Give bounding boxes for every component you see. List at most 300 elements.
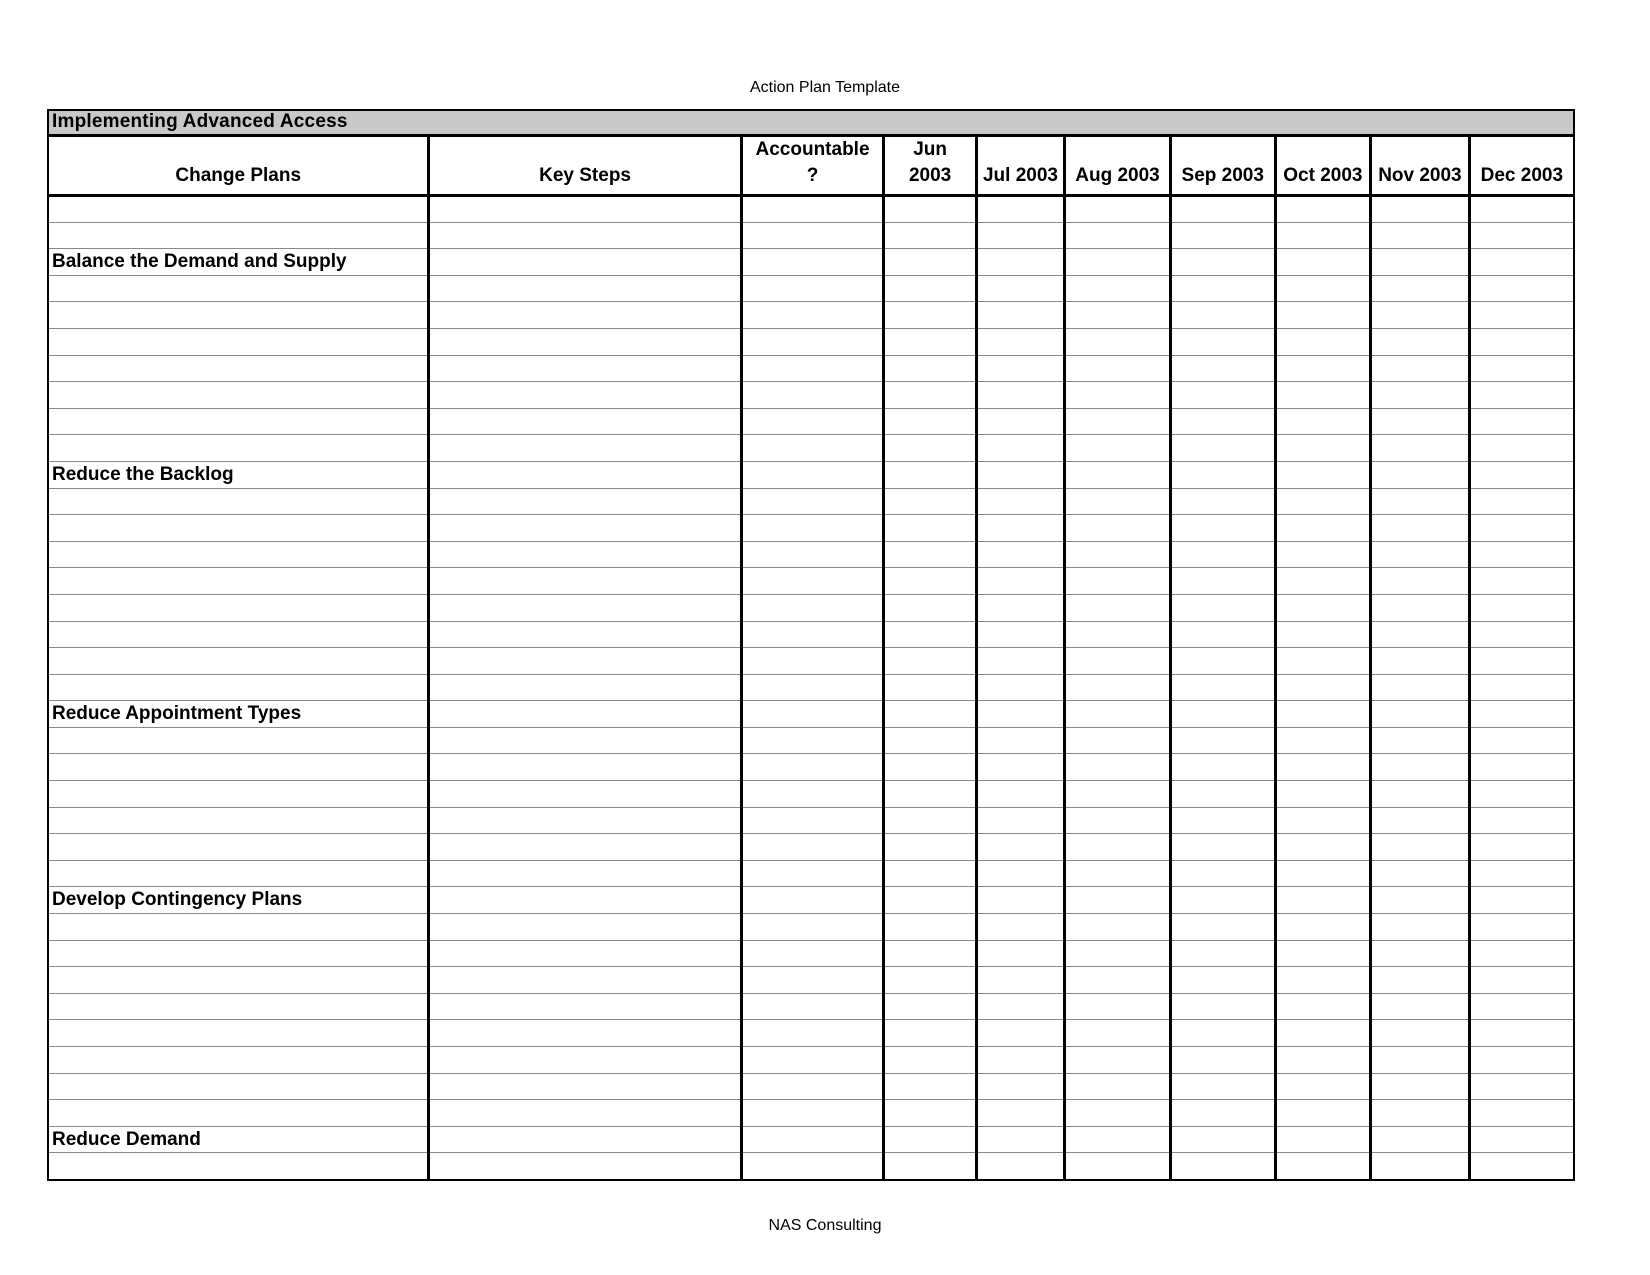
table-cell[interactable] [1170, 674, 1275, 701]
table-cell[interactable] [1469, 940, 1573, 967]
table-cell[interactable] [1065, 754, 1171, 781]
change-plan-cell[interactable] [49, 967, 429, 994]
table-cell[interactable] [976, 781, 1064, 808]
table-cell[interactable] [1275, 302, 1371, 329]
table-cell[interactable] [429, 621, 741, 648]
table-cell[interactable] [1371, 435, 1470, 462]
change-plan-cell[interactable] [49, 196, 429, 223]
table-cell[interactable] [1275, 1153, 1371, 1180]
table-cell[interactable] [741, 382, 884, 409]
table-cell[interactable] [884, 328, 976, 355]
table-cell[interactable] [1065, 860, 1171, 887]
table-cell[interactable] [1170, 355, 1275, 382]
table-cell[interactable] [976, 488, 1064, 515]
table-cell[interactable] [1469, 515, 1573, 542]
table-cell[interactable] [741, 807, 884, 834]
table-cell[interactable] [1065, 302, 1171, 329]
table-cell[interactable] [1065, 993, 1171, 1020]
table-cell[interactable] [741, 461, 884, 488]
table-cell[interactable] [741, 488, 884, 515]
table-cell[interactable] [976, 594, 1064, 621]
section-heading-cell[interactable]: Reduce Appointment Types [49, 701, 429, 728]
change-plan-cell[interactable] [49, 488, 429, 515]
table-cell[interactable] [1065, 621, 1171, 648]
table-cell[interactable] [884, 781, 976, 808]
table-cell[interactable] [741, 568, 884, 595]
table-cell[interactable] [429, 1126, 741, 1153]
table-cell[interactable] [1275, 568, 1371, 595]
table-cell[interactable] [1469, 674, 1573, 701]
table-cell[interactable] [1275, 1100, 1371, 1127]
table-cell[interactable] [976, 302, 1064, 329]
table-cell[interactable] [429, 302, 741, 329]
table-cell[interactable] [1469, 222, 1573, 249]
table-cell[interactable] [884, 807, 976, 834]
table-cell[interactable] [741, 1020, 884, 1047]
table-cell[interactable] [741, 515, 884, 542]
table-cell[interactable] [884, 940, 976, 967]
table-cell[interactable] [429, 807, 741, 834]
table-cell[interactable] [976, 1073, 1064, 1100]
table-cell[interactable] [429, 594, 741, 621]
table-cell[interactable] [1469, 887, 1573, 914]
table-cell[interactable] [1275, 940, 1371, 967]
table-cell[interactable] [1275, 781, 1371, 808]
table-cell[interactable] [1371, 541, 1470, 568]
table-cell[interactable] [429, 382, 741, 409]
change-plan-cell[interactable] [49, 860, 429, 887]
table-cell[interactable] [1065, 355, 1171, 382]
table-cell[interactable] [1170, 648, 1275, 675]
table-cell[interactable] [741, 594, 884, 621]
change-plan-cell[interactable] [49, 674, 429, 701]
table-cell[interactable] [1065, 435, 1171, 462]
table-cell[interactable] [741, 781, 884, 808]
table-cell[interactable] [1065, 222, 1171, 249]
table-cell[interactable] [1371, 408, 1470, 435]
table-cell[interactable] [1275, 1126, 1371, 1153]
table-cell[interactable] [429, 355, 741, 382]
table-cell[interactable] [429, 834, 741, 861]
table-cell[interactable] [429, 993, 741, 1020]
table-cell[interactable] [1065, 275, 1171, 302]
table-cell[interactable] [884, 860, 976, 887]
table-cell[interactable] [1275, 967, 1371, 994]
table-cell[interactable] [1275, 275, 1371, 302]
table-cell[interactable] [1371, 355, 1470, 382]
change-plan-cell[interactable] [49, 515, 429, 542]
table-cell[interactable] [741, 914, 884, 941]
change-plan-cell[interactable] [49, 275, 429, 302]
table-cell[interactable] [429, 275, 741, 302]
table-cell[interactable] [741, 834, 884, 861]
table-cell[interactable] [976, 1047, 1064, 1074]
table-cell[interactable] [429, 408, 741, 435]
table-cell[interactable] [884, 275, 976, 302]
table-cell[interactable] [1275, 408, 1371, 435]
table-cell[interactable] [1170, 275, 1275, 302]
table-cell[interactable] [1170, 701, 1275, 728]
table-cell[interactable] [1170, 807, 1275, 834]
table-cell[interactable] [1170, 834, 1275, 861]
table-cell[interactable] [1065, 781, 1171, 808]
table-cell[interactable] [429, 1047, 741, 1074]
table-cell[interactable] [1275, 541, 1371, 568]
table-cell[interactable] [1065, 1047, 1171, 1074]
table-cell[interactable] [1275, 807, 1371, 834]
table-cell[interactable] [1170, 382, 1275, 409]
table-cell[interactable] [1469, 834, 1573, 861]
table-cell[interactable] [1469, 781, 1573, 808]
table-cell[interactable] [1170, 408, 1275, 435]
table-cell[interactable] [429, 222, 741, 249]
table-cell[interactable] [1170, 914, 1275, 941]
table-cell[interactable] [1275, 488, 1371, 515]
table-cell[interactable] [429, 887, 741, 914]
table-cell[interactable] [1065, 328, 1171, 355]
table-cell[interactable] [1275, 328, 1371, 355]
table-cell[interactable] [1170, 993, 1275, 1020]
table-cell[interactable] [976, 967, 1064, 994]
table-cell[interactable] [1469, 1047, 1573, 1074]
section-heading-cell[interactable]: Reduce Demand [49, 1126, 429, 1153]
table-cell[interactable] [976, 834, 1064, 861]
table-cell[interactable] [1371, 727, 1470, 754]
table-cell[interactable] [976, 328, 1064, 355]
table-cell[interactable] [429, 196, 741, 223]
table-cell[interactable] [884, 1073, 976, 1100]
table-cell[interactable] [1170, 594, 1275, 621]
table-cell[interactable] [1170, 1153, 1275, 1180]
table-cell[interactable] [1469, 461, 1573, 488]
table-cell[interactable] [976, 674, 1064, 701]
table-cell[interactable] [429, 781, 741, 808]
table-cell[interactable] [741, 1073, 884, 1100]
change-plan-cell[interactable] [49, 621, 429, 648]
table-cell[interactable] [1469, 568, 1573, 595]
table-cell[interactable] [1065, 701, 1171, 728]
table-cell[interactable] [1170, 435, 1275, 462]
table-cell[interactable] [429, 461, 741, 488]
table-cell[interactable] [976, 382, 1064, 409]
table-cell[interactable] [1469, 807, 1573, 834]
change-plan-cell[interactable] [49, 541, 429, 568]
table-cell[interactable] [1170, 967, 1275, 994]
table-cell[interactable] [1170, 302, 1275, 329]
table-cell[interactable] [1170, 1020, 1275, 1047]
table-cell[interactable] [429, 967, 741, 994]
table-cell[interactable] [741, 541, 884, 568]
table-cell[interactable] [1469, 1020, 1573, 1047]
table-cell[interactable] [429, 1153, 741, 1180]
table-cell[interactable] [1371, 568, 1470, 595]
table-cell[interactable] [1170, 727, 1275, 754]
change-plan-cell[interactable] [49, 940, 429, 967]
table-cell[interactable] [1065, 648, 1171, 675]
table-cell[interactable] [1170, 461, 1275, 488]
table-cell[interactable] [1275, 222, 1371, 249]
table-cell[interactable] [741, 621, 884, 648]
table-cell[interactable] [884, 887, 976, 914]
change-plan-cell[interactable] [49, 435, 429, 462]
table-cell[interactable] [1065, 541, 1171, 568]
table-cell[interactable] [1371, 1020, 1470, 1047]
table-cell[interactable] [741, 1100, 884, 1127]
table-cell[interactable] [1170, 1100, 1275, 1127]
table-cell[interactable] [1275, 1047, 1371, 1074]
table-cell[interactable] [1371, 648, 1470, 675]
table-cell[interactable] [1170, 754, 1275, 781]
table-cell[interactable] [976, 754, 1064, 781]
table-cell[interactable] [1065, 249, 1171, 276]
table-cell[interactable] [1170, 541, 1275, 568]
table-cell[interactable] [1065, 727, 1171, 754]
table-cell[interactable] [1371, 302, 1470, 329]
table-cell[interactable] [1065, 382, 1171, 409]
table-cell[interactable] [1065, 914, 1171, 941]
table-cell[interactable] [429, 568, 741, 595]
change-plan-cell[interactable] [49, 807, 429, 834]
table-cell[interactable] [976, 461, 1064, 488]
table-cell[interactable] [741, 727, 884, 754]
table-cell[interactable] [1469, 967, 1573, 994]
table-cell[interactable] [1065, 1126, 1171, 1153]
table-cell[interactable] [1371, 940, 1470, 967]
table-cell[interactable] [741, 1126, 884, 1153]
table-cell[interactable] [884, 754, 976, 781]
table-cell[interactable] [884, 488, 976, 515]
table-cell[interactable] [1469, 302, 1573, 329]
table-cell[interactable] [884, 568, 976, 595]
table-cell[interactable] [1371, 196, 1470, 223]
table-cell[interactable] [1469, 488, 1573, 515]
table-cell[interactable] [1065, 674, 1171, 701]
change-plan-cell[interactable] [49, 355, 429, 382]
table-cell[interactable] [741, 1047, 884, 1074]
table-cell[interactable] [1469, 1153, 1573, 1180]
table-cell[interactable] [1170, 1047, 1275, 1074]
table-cell[interactable] [976, 807, 1064, 834]
table-cell[interactable] [1371, 1047, 1470, 1074]
table-cell[interactable] [741, 887, 884, 914]
change-plan-cell[interactable] [49, 648, 429, 675]
table-cell[interactable] [884, 196, 976, 223]
table-cell[interactable] [741, 860, 884, 887]
table-cell[interactable] [1170, 621, 1275, 648]
table-cell[interactable] [741, 328, 884, 355]
table-cell[interactable] [884, 1020, 976, 1047]
table-cell[interactable] [1371, 488, 1470, 515]
table-cell[interactable] [1170, 328, 1275, 355]
table-cell[interactable] [884, 727, 976, 754]
change-plan-cell[interactable] [49, 1153, 429, 1180]
table-cell[interactable] [1469, 1126, 1573, 1153]
table-cell[interactable] [976, 515, 1064, 542]
change-plan-cell[interactable] [49, 568, 429, 595]
table-cell[interactable] [1275, 1073, 1371, 1100]
table-cell[interactable] [1065, 594, 1171, 621]
table-cell[interactable] [884, 222, 976, 249]
table-cell[interactable] [741, 302, 884, 329]
table-cell[interactable] [884, 648, 976, 675]
table-cell[interactable] [976, 1153, 1064, 1180]
table-cell[interactable] [976, 701, 1064, 728]
table-cell[interactable] [884, 993, 976, 1020]
table-cell[interactable] [1170, 887, 1275, 914]
table-cell[interactable] [1469, 594, 1573, 621]
table-cell[interactable] [976, 914, 1064, 941]
table-cell[interactable] [741, 435, 884, 462]
table-cell[interactable] [1469, 1073, 1573, 1100]
table-cell[interactable] [1065, 568, 1171, 595]
table-cell[interactable] [1371, 1073, 1470, 1100]
table-cell[interactable] [1170, 249, 1275, 276]
table-cell[interactable] [884, 515, 976, 542]
table-cell[interactable] [1275, 701, 1371, 728]
table-cell[interactable] [1469, 993, 1573, 1020]
table-cell[interactable] [1170, 781, 1275, 808]
table-cell[interactable] [884, 1047, 976, 1074]
table-cell[interactable] [1275, 1020, 1371, 1047]
table-cell[interactable] [1371, 382, 1470, 409]
table-cell[interactable] [976, 1100, 1064, 1127]
table-cell[interactable] [1371, 781, 1470, 808]
table-cell[interactable] [884, 541, 976, 568]
table-cell[interactable] [1469, 914, 1573, 941]
table-cell[interactable] [976, 275, 1064, 302]
table-cell[interactable] [1371, 1153, 1470, 1180]
table-cell[interactable] [976, 222, 1064, 249]
table-cell[interactable] [1065, 834, 1171, 861]
table-cell[interactable] [976, 568, 1064, 595]
table-cell[interactable] [884, 408, 976, 435]
table-cell[interactable] [429, 701, 741, 728]
table-cell[interactable] [976, 249, 1064, 276]
change-plan-cell[interactable] [49, 1100, 429, 1127]
table-cell[interactable] [1469, 382, 1573, 409]
table-cell[interactable] [429, 541, 741, 568]
table-cell[interactable] [1065, 408, 1171, 435]
table-cell[interactable] [741, 355, 884, 382]
table-cell[interactable] [1170, 860, 1275, 887]
table-cell[interactable] [884, 967, 976, 994]
table-cell[interactable] [1065, 887, 1171, 914]
table-cell[interactable] [1170, 568, 1275, 595]
table-cell[interactable] [1371, 275, 1470, 302]
table-cell[interactable] [1275, 860, 1371, 887]
change-plan-cell[interactable] [49, 1020, 429, 1047]
table-cell[interactable] [1371, 222, 1470, 249]
change-plan-cell[interactable] [49, 727, 429, 754]
table-cell[interactable] [884, 249, 976, 276]
change-plan-cell[interactable] [49, 754, 429, 781]
table-cell[interactable] [1275, 196, 1371, 223]
table-cell[interactable] [884, 1153, 976, 1180]
table-cell[interactable] [884, 674, 976, 701]
table-cell[interactable] [741, 701, 884, 728]
table-cell[interactable] [1275, 594, 1371, 621]
change-plan-cell[interactable] [49, 1047, 429, 1074]
table-cell[interactable] [429, 1100, 741, 1127]
change-plan-cell[interactable] [49, 302, 429, 329]
table-cell[interactable] [884, 382, 976, 409]
table-cell[interactable] [1469, 249, 1573, 276]
table-cell[interactable] [741, 754, 884, 781]
table-cell[interactable] [884, 461, 976, 488]
table-cell[interactable] [884, 834, 976, 861]
change-plan-cell[interactable] [49, 222, 429, 249]
table-cell[interactable] [1371, 328, 1470, 355]
table-cell[interactable] [1469, 701, 1573, 728]
table-cell[interactable] [1469, 648, 1573, 675]
table-cell[interactable] [1469, 435, 1573, 462]
table-cell[interactable] [1371, 754, 1470, 781]
table-cell[interactable] [884, 594, 976, 621]
table-cell[interactable] [741, 674, 884, 701]
section-heading-cell[interactable]: Balance the Demand and Supply [49, 249, 429, 276]
table-cell[interactable] [741, 967, 884, 994]
table-cell[interactable] [429, 435, 741, 462]
table-cell[interactable] [741, 940, 884, 967]
table-cell[interactable] [1469, 1100, 1573, 1127]
table-cell[interactable] [884, 355, 976, 382]
table-cell[interactable] [1371, 701, 1470, 728]
table-cell[interactable] [741, 648, 884, 675]
table-cell[interactable] [1371, 594, 1470, 621]
table-cell[interactable] [884, 435, 976, 462]
table-cell[interactable] [1469, 328, 1573, 355]
table-cell[interactable] [1170, 940, 1275, 967]
change-plan-cell[interactable] [49, 781, 429, 808]
table-cell[interactable] [1065, 807, 1171, 834]
table-cell[interactable] [1469, 621, 1573, 648]
table-cell[interactable] [1065, 1020, 1171, 1047]
table-cell[interactable] [1371, 621, 1470, 648]
table-cell[interactable] [1371, 887, 1470, 914]
table-cell[interactable] [741, 222, 884, 249]
table-cell[interactable] [429, 754, 741, 781]
table-cell[interactable] [429, 940, 741, 967]
table-cell[interactable] [1371, 674, 1470, 701]
change-plan-cell[interactable] [49, 328, 429, 355]
table-cell[interactable] [429, 914, 741, 941]
table-cell[interactable] [1275, 993, 1371, 1020]
table-cell[interactable] [1065, 196, 1171, 223]
table-cell[interactable] [429, 727, 741, 754]
table-cell[interactable] [1469, 275, 1573, 302]
table-cell[interactable] [976, 727, 1064, 754]
table-cell[interactable] [1371, 860, 1470, 887]
table-cell[interactable] [741, 408, 884, 435]
change-plan-cell[interactable] [49, 993, 429, 1020]
table-cell[interactable] [741, 1153, 884, 1180]
table-cell[interactable] [884, 302, 976, 329]
table-cell[interactable] [976, 1020, 1064, 1047]
table-cell[interactable] [1275, 648, 1371, 675]
table-cell[interactable] [1275, 887, 1371, 914]
change-plan-cell[interactable] [49, 382, 429, 409]
table-cell[interactable] [429, 488, 741, 515]
table-cell[interactable] [741, 196, 884, 223]
table-cell[interactable] [1170, 1073, 1275, 1100]
table-cell[interactable] [976, 621, 1064, 648]
table-cell[interactable] [1371, 461, 1470, 488]
table-cell[interactable] [976, 1126, 1064, 1153]
section-heading-cell[interactable]: Develop Contingency Plans [49, 887, 429, 914]
table-cell[interactable] [429, 648, 741, 675]
table-cell[interactable] [1371, 993, 1470, 1020]
table-cell[interactable] [976, 408, 1064, 435]
